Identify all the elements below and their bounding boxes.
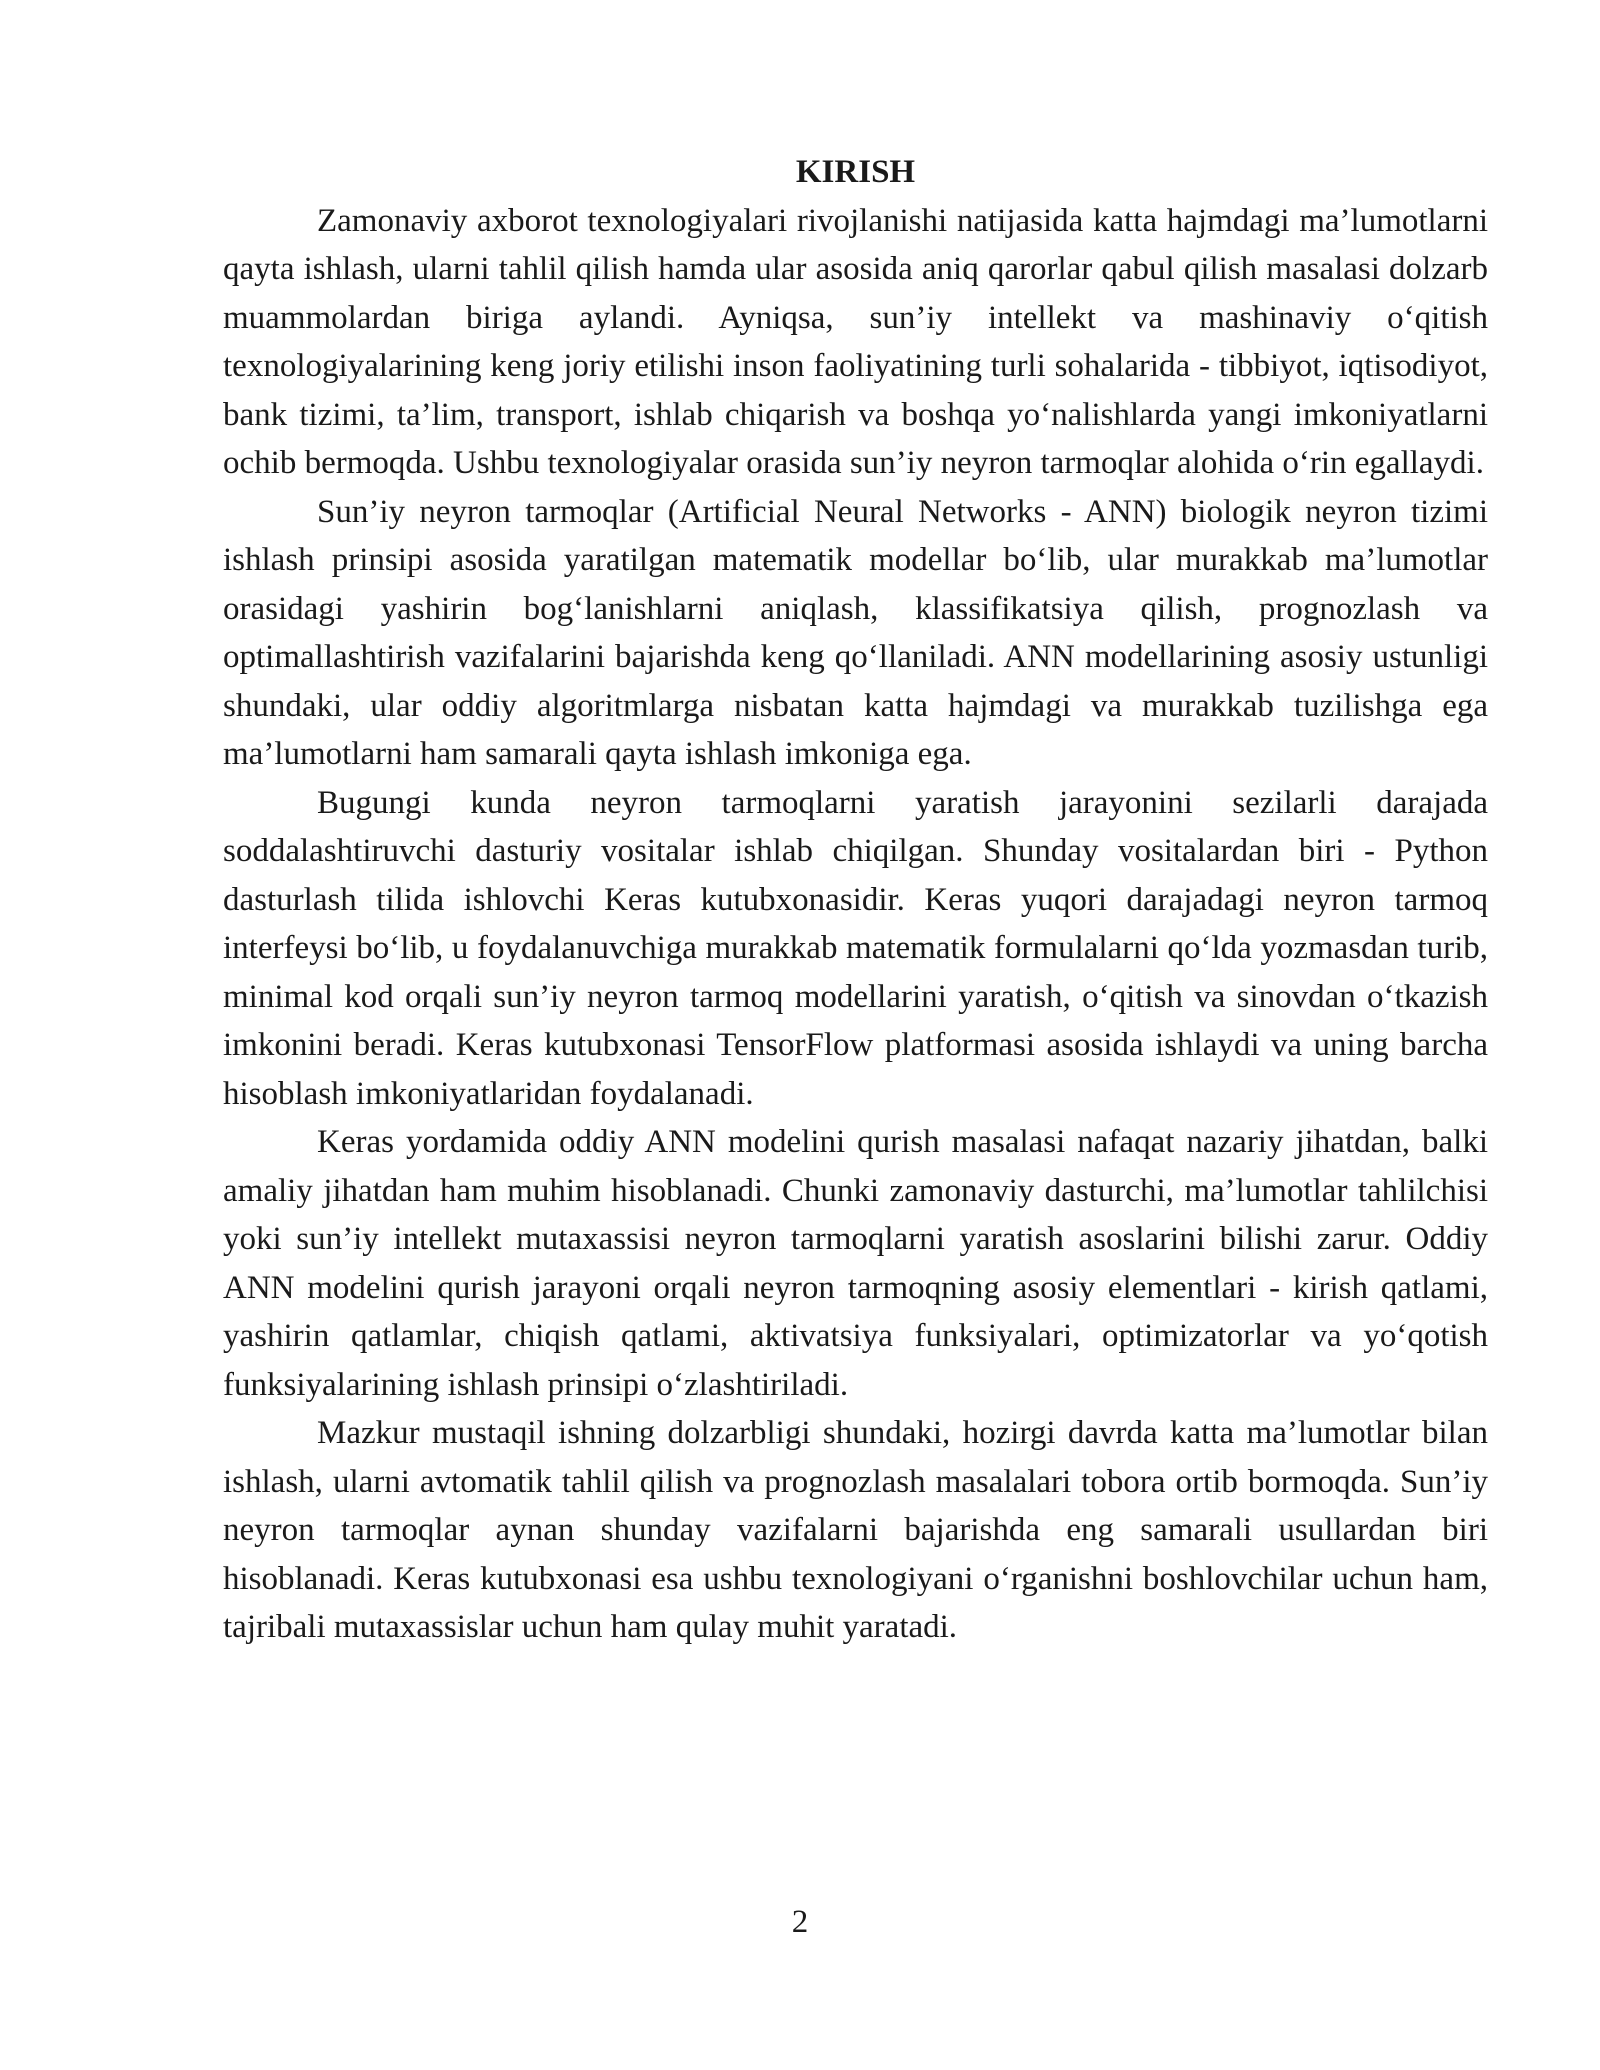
page-content: [223, 148, 1488, 1652]
paragraph-4: Keras yordamida oddiy ANN modelini qurish masalasi nafaqat nazariy jihatdan, balki amaliy jihatdan ham muhim hisoblanadi. Chunki zamonaviy dasturchi, ma’lumotlar tahlilchisi yoki sun’iy intellekt mutaxassisi neyron tarmoqlarni yaratish asoslarini bilishi zarur. Oddiy ANN modelini qurish jarayoni orqali neyron tarmoqning asosiy elementlari - kirish qatlami, yashirin qatlamlar, chiqish qatlami, aktivatsiya funksiyalari, optimizatorlar va yo‘qotish funksiyalarining ishlash prinsipi o‘zlashtiriladi.: [223, 1124, 1488, 1403]
section-heading: KIRISH: [795, 154, 916, 190]
paragraph-5: Mazkur mustaqil ishning dolzarbligi shundaki, hozirgi davrda katta ma’lumotlar bilan ishlash, ularni avtomatik tahlil qilish va prognozlash masalalari tobora ortib bormoqda. Sun’iy neyron tarmoqlar aynan shunday vazifalarni bajarishda eng samarali usullardan biri hisoblanadi. Keras kutubxonasi esa ushbu texnologiyani o‘rganishni boshlovchilar uchun ham, tajribali mutaxassislar uchun ham qulay muhit yaratadi.: [223, 1415, 1488, 1645]
paragraph-3: Bugungi kunda neyron tarmoqlarni yaratish jarayonini sezilarli darajada soddalashtiruvchi dasturiy vositalar ishlab chiqilgan. Shunday vositalardan biri - Python dasturlash tilida ishlovchi Keras kutubxonasidir. Keras yuqori darajadagi neyron tarmoq interfeysi bo‘lib, u foydalanuvchiga murakkab matematik formulalarni qo‘lda yozmasdan turib, minimal kod orqali sun’iy neyron tarmoq modellarini yaratish, o‘qitish va sinovdan o‘tkazish imkonini beradi. Keras kutubxonasi TensorFlow platformasi asosida ishlaydi va uning barcha hisoblash imkoniyatlaridan foydalanadi.: [223, 784, 1488, 1112]
paragraph-1: Zamonaviy axborot texnologiyalari rivojlanishi natijasida katta hajmdagi ma’lumotlarni qayta ishlash, ularni tahlil qilish hamda ular asosida aniq qarorlar qabul qilish masalasi dolzarb muammolardan biriga aylandi. Ayniqsa, sun’iy intellekt va mashinaviy o‘qitish texnologiyalarining keng joriy etilishi inson faoliyatining turli sohalarida - tibbiyot, iqtisodiyot, bank tizimi, ta’lim, transport, ishlab chiqarish va boshqa yo‘nalishlarda yangi imkoniyatlarni ochib bermoqda. Ushbu texnologiyalar orasida sun’iy neyron tarmoqlar alohida o‘rin egallaydi.: [223, 202, 1488, 481]
paragraph-2: Sun’iy neyron tarmoqlar (Artificial Neural Networks - ANN) biologik neyron tizimi ishlash prinsipi asosida yaratilgan matematik modellar bo‘lib, ular murakkab ma’lumotlar orasidagi yashirin bog‘lanishlarni aniqlash, klassifikatsiya qilish, prognozlash va optimallashtirish vazifalarini bajarishda keng qo‘llaniladi. ANN modellarining asosiy ustunligi shundaki, ular oddiy algoritmlarga nisbatan katta hajmdagi va murakkab tuzilishga ega ma’lumotlarni ham samarali qayta ishlash imkoniga ega.: [223, 493, 1488, 772]
page-number: 2: [791, 1904, 809, 1940]
